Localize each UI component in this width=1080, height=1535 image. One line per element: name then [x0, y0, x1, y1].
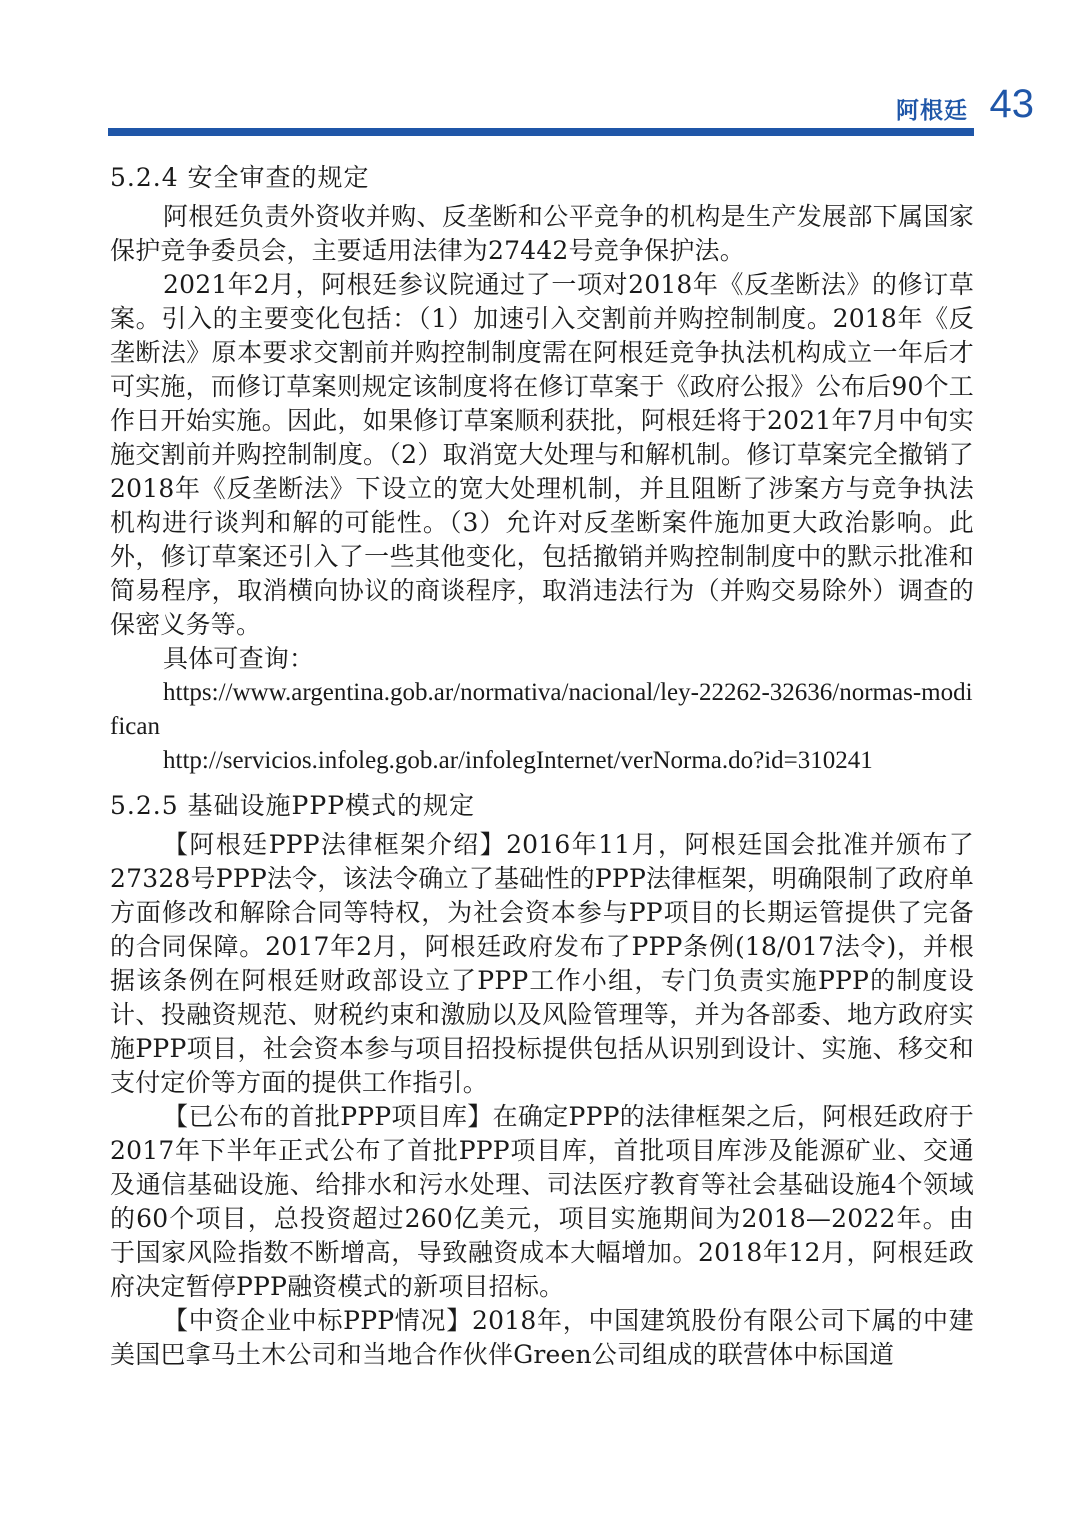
reference-url[interactable]: https://www.argentina.gob.ar/normativa/nacional/ley-22262-32636/normas-modifican [110, 679, 973, 740]
paragraph: 阿根廷负责外资收并购、反垄断和公平竞争的机构是生产发展部下属国家保护竞争委员会，主要适用法律为27442号竞争保护法。 [110, 202, 974, 265]
section-spacer [110, 778, 974, 788]
paragraph: 具体可查询： [163, 644, 315, 673]
running-header-country: 阿根廷 [896, 98, 968, 124]
reference-url[interactable]: http://servicios.infoleg.gob.ar/infolegInternet/verNorma.do?id=310241 [163, 747, 873, 774]
section-heading-5-2-4: 5.2.4 安全审查的规定 [110, 163, 370, 192]
paragraph: 2021年2月，阿根廷参议院通过了一项对2018年《反垄断法》的修订草案。引入的主要变化包括：（1）加速引入交割前并购控制制度。2018年《反垄断法》原本要求交割前并购控制制度需在阿根廷竞争执法机构成立一年后才可实施，而修订草案则规定该制度将在修订草案于《政府公报》公布后90个工作日开始实施。因此，如果修订草案顺利获批，阿根廷将于2021年7月中旬实施交割前并购控制制度。（2）取消宽大处理与和解机制。修订草案完全撤销了2018年《反垄断法》下设立的宽大处理机制，并且阻断了涉案方与竞争执法机构进行谈判和解的可能性。（3）允许对反垄断案件施加更大政治影响。此外，修订草案还引入了一些其他变化，包括撤销并购控制制度中的默示批准和简易程序，取消横向协议的商谈程序，取消违法行为（并购交易除外）调查的保密义务等。 [110, 270, 974, 639]
header-rule [108, 128, 974, 136]
paragraph: 【已公布的首批PPP项目库】在确定PPP的法律框架之后，阿根廷政府于2017年下半年正式公布了首批PPP项目库，首批项目库涉及能源矿业、交通及通信基础设施、给排水和污水处理、司法医疗教育等社会基础设施4个领域的60个项目，总投资超过260亿美元，项目实施期间为2018—2022年。由于国家风险指数不断增高，导致融资成本大幅增加。2018年12月，阿根廷政府决定暂停PPP融资模式的新项目招标。 [110, 1102, 974, 1301]
paragraph: 【中资企业中标PPP情况】2018年，中国建筑股份有限公司下属的中建美国巴拿马土木公司和当地合作伙伴Green公司组成的联营体中标国道 [110, 1306, 974, 1369]
page-number: 43 [989, 82, 1034, 126]
paragraph: 【阿根廷PPP法律框架介绍】2016年11月，阿根廷国会批准并颁布了27328号PPP法令，该法令确立了基础性的PPP法律框架，明确限制了政府单方面修改和解除合同等特权，为社会资本参与PP项目的长期运管提供了完备的合同保障。2017年2月，阿根廷政府发布了PPP条例(18/017法令)，并根据该条例在阿根廷财政部设立了PPP工作小组，专门负责实施PPP的制度设计、投融资规范、财税约束和激励以及风险管理等，并为各部委、地方政府实施PPP项目，社会资本参与项目招投标提供包括从识别到设计、实施、移交和支付定价等方面的提供工作指引。 [110, 830, 974, 1097]
section-heading-5-2-5: 5.2.5 基础设施PPP模式的规定 [110, 791, 476, 820]
page-header [0, 0, 1080, 140]
page-body [110, 160, 974, 1372]
